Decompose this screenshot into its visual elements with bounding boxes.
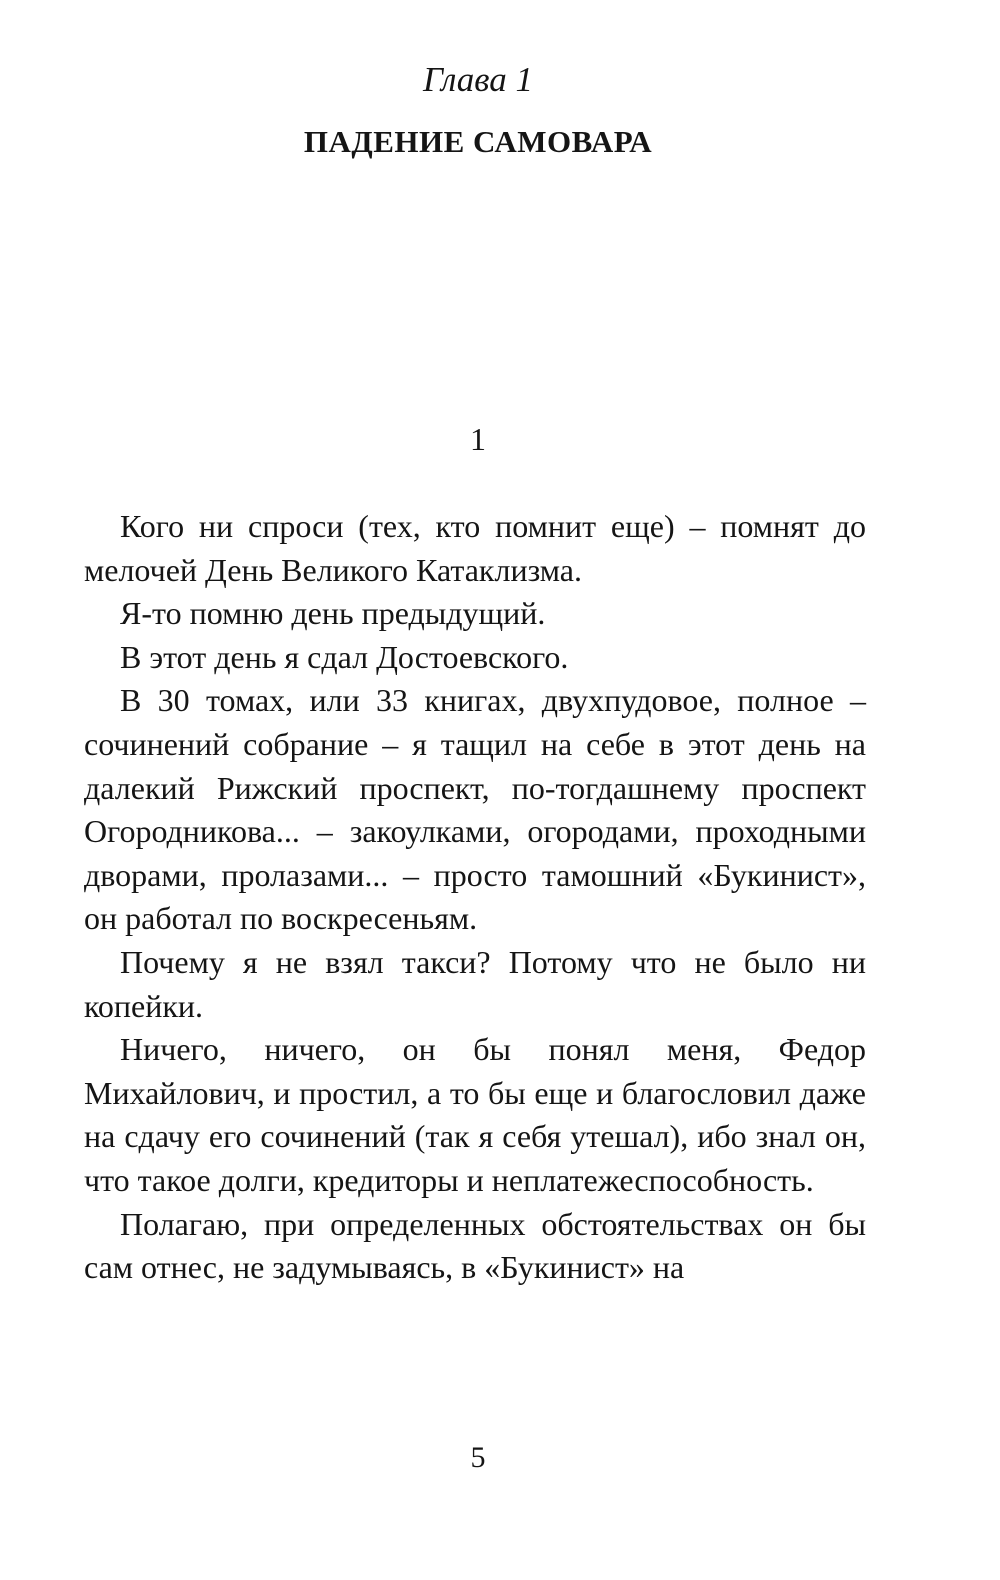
paragraph: В 30 томах, или 33 книгах, двухпудовое, полное – сочинений собрание – я тащил на себе в этот день на далекий Рижский проспект, по-тогдашнему проспект Огородникова... – закоулками, огородами, проходными дворами, пролазами... – просто тамошний «Букинист», он работал по воскресеньям. xyxy=(84,682,866,937)
chapter-title: ПАДЕНИЕ САМОВАРА xyxy=(303,124,653,159)
paragraph: В этот день я сдал Достоевского. xyxy=(120,638,569,675)
body-text xyxy=(84,505,866,1290)
paragraph: Кого ни спроси (тех, кто помнит еще) – помнят до мелочей День Великого Катаклизма. xyxy=(84,508,866,588)
paragraph: Ничего, ничего, он бы понял меня, Федор Михайлович, и простил, а то бы еще и благословил даже на сдачу его сочинений (так я себя утешал), ибо знал он, что такое долги, кредиторы и неплатежеспособность. xyxy=(84,1031,866,1198)
chapter-label: Глава 1 xyxy=(423,60,533,99)
paragraph: Полагаю, при определенных обстоятельствах он бы сам отнес, не задумываясь, в «Букинист» на xyxy=(84,1205,866,1286)
paragraph: Почему я не взял такси? Потому что не было ни копейки. xyxy=(84,943,866,1024)
section-number: 1 xyxy=(470,421,486,457)
paragraph: Я-то помню день предыдущий. xyxy=(120,595,546,632)
page-number: 5 xyxy=(470,1441,486,1474)
